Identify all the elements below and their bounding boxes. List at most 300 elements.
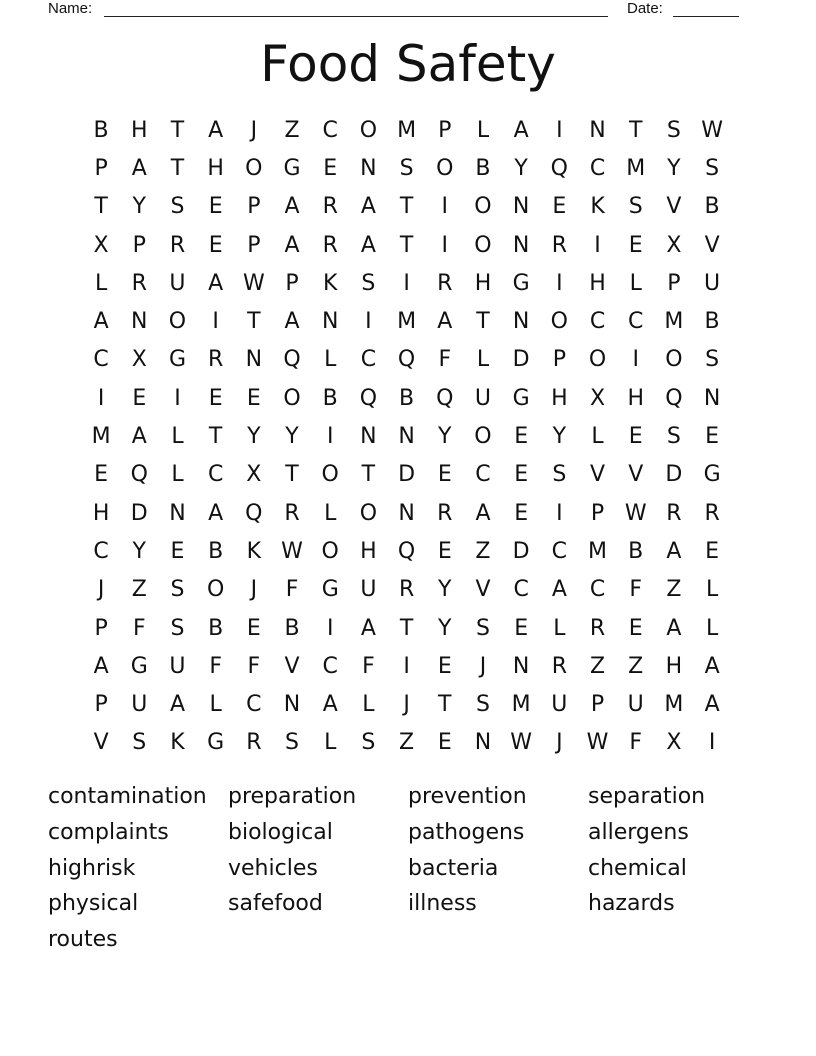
grid-letter: A (131, 424, 147, 450)
grid-letter: O (550, 309, 568, 335)
grid-letter: H (131, 117, 148, 143)
grid-letter: P (247, 232, 261, 258)
grid-letter: E (437, 653, 452, 679)
grid-letter: R (322, 194, 338, 220)
grid-letter: N (360, 155, 377, 181)
grid-letter: R (246, 730, 262, 756)
grid-letter: T (361, 462, 376, 488)
grid-letter: X (131, 347, 147, 373)
grid-letter: O (474, 194, 492, 220)
grid-letter: F (362, 653, 375, 679)
grid-letter: O (321, 538, 339, 564)
grid-letter: U (169, 270, 186, 296)
grid-letter: X (246, 462, 262, 488)
grid-letter: V (93, 730, 109, 756)
grid-letter: P (438, 117, 452, 143)
grid-letter: A (704, 653, 720, 679)
grid-letter: Q (665, 385, 683, 411)
grid-letter: Z (284, 117, 300, 143)
grid-letter: L (324, 347, 337, 373)
grid-letter: R (131, 270, 147, 296)
grid-letter: B (208, 615, 224, 641)
grid-letter: T (476, 309, 490, 335)
grid-row (82, 111, 732, 149)
grid-letter: W (510, 730, 533, 756)
grid-letter: A (322, 692, 338, 718)
grid-letter: A (284, 309, 300, 335)
grid-letter: E (246, 615, 261, 641)
grid-letter: R (551, 653, 567, 679)
grid-letter: Q (436, 385, 454, 411)
grid-row (82, 226, 732, 264)
grid-letter: M (397, 117, 417, 143)
grid-letter: P (552, 347, 566, 373)
grid-letter: K (590, 194, 605, 220)
grid-letter: B (322, 385, 338, 411)
grid-letter: O (359, 117, 378, 143)
word-bank-item: physical (48, 891, 139, 917)
grid-letter: P (667, 270, 681, 296)
grid-letter: S (170, 615, 185, 641)
grid-letter: J (97, 577, 105, 603)
grid-letter: L (591, 424, 604, 450)
grid-letter: R (437, 500, 453, 526)
grid-letter: S (666, 424, 681, 450)
grid-letter: U (131, 692, 148, 718)
grid-letter: N (474, 730, 492, 756)
grid-letter: E (552, 194, 567, 220)
grid-letter: W (242, 270, 265, 296)
word-bank-item: routes (48, 927, 118, 953)
grid-letter: X (666, 232, 682, 258)
grid-letter: L (362, 692, 375, 718)
grid-letter: C (513, 577, 529, 603)
grid-letter: R (704, 500, 720, 526)
grid-letter: T (399, 615, 414, 641)
word-bank-item: preparation (228, 784, 357, 809)
grid-letter: Y (667, 155, 681, 181)
grid-letter: Z (666, 577, 682, 603)
grid-letter: O (321, 462, 339, 488)
grid-letter: A (360, 615, 376, 641)
grid-letter: P (590, 692, 605, 718)
grid-letter: I (326, 424, 334, 450)
word-bank-item: illness (408, 891, 477, 917)
grid-letter: D (398, 462, 416, 488)
grid-letter: S (399, 155, 414, 181)
grid-letter: I (632, 347, 639, 373)
grid-letter: L (476, 347, 490, 373)
grid-letter: I (708, 730, 716, 756)
grid-letter: G (512, 385, 530, 411)
grid-letter: P (285, 270, 299, 296)
grid-row (82, 264, 732, 302)
grid-letter: D (512, 347, 530, 373)
grid-letter: D (512, 538, 530, 564)
grid-letter: T (438, 692, 452, 718)
grid-letter: L (324, 500, 337, 526)
grid-letter: D (130, 500, 148, 526)
grid-row (82, 188, 732, 226)
grid-letter: H (92, 500, 110, 526)
grid-letter: O (168, 309, 187, 335)
grid-letter: R (284, 500, 300, 526)
grid-letter: U (474, 385, 492, 411)
grid-letter: M (664, 692, 684, 718)
word-search-grid (82, 111, 732, 762)
word-bank-item: separation (588, 784, 706, 809)
grid-letter: N (245, 347, 263, 373)
grid-letter: G (321, 577, 339, 603)
grid-letter: P (590, 500, 605, 526)
grid-letter: H (207, 155, 224, 181)
grid-letter: T (285, 462, 299, 488)
grid-letter: B (284, 615, 300, 641)
grid-letter: Q (397, 538, 416, 564)
grid-letter: U (704, 270, 721, 296)
grid-letter: R (666, 500, 682, 526)
grid-letter: A (360, 194, 376, 220)
grid-letter: X (93, 232, 109, 258)
grid-letter: J (250, 577, 258, 603)
grid-letter: V (628, 462, 644, 488)
grid-letter: D (665, 462, 683, 488)
grid-letter: N (283, 692, 301, 718)
grid-letter: I (174, 385, 181, 411)
grid-letter: C (93, 538, 109, 564)
grid-letter: E (705, 424, 720, 450)
grid-letter: B (704, 194, 720, 220)
grid-letter: E (208, 232, 223, 258)
grid-letter: L (553, 615, 566, 641)
grid-letter: E (94, 462, 109, 488)
grid-letter: R (208, 347, 224, 373)
grid-letter: I (594, 232, 601, 258)
grid-letter: W (624, 500, 647, 526)
grid-letter: S (705, 347, 720, 373)
grid-letter: N (360, 424, 377, 450)
grid-letter: L (94, 270, 108, 296)
grid-letter: N (589, 117, 606, 143)
grid-letter: C (475, 462, 491, 488)
grid-letter: N (321, 309, 339, 335)
grid-letter: H (551, 385, 568, 411)
grid-letter: Y (132, 194, 146, 220)
name-label: Name: (48, 0, 93, 17)
word-bank-item: safefood (228, 891, 323, 917)
grid-letter: M (588, 538, 608, 564)
grid-letter: G (207, 730, 225, 756)
grid-letter: F (629, 730, 643, 756)
grid-letter: I (97, 385, 105, 411)
grid-letter: S (628, 194, 643, 220)
grid-letter: N (131, 309, 148, 335)
grid-letter: M (397, 309, 417, 335)
grid-letter: G (130, 653, 148, 679)
grid-letter: A (704, 692, 720, 718)
grid-letter: C (360, 347, 377, 373)
grid-letter: Y (438, 615, 452, 641)
grid-letter: A (666, 615, 682, 641)
grid-letter: E (323, 155, 338, 181)
grid-letter: Z (399, 730, 415, 756)
grid-letter: T (628, 117, 643, 143)
grid-letter: K (246, 538, 262, 564)
grid-letter: E (132, 385, 147, 411)
grid-letter: S (361, 730, 376, 756)
word-bank-item: hazards (588, 891, 675, 917)
grid-letter: O (474, 424, 492, 450)
grid-letter: Y (438, 577, 452, 603)
grid-letter: A (208, 270, 224, 296)
date-label: Date: (627, 0, 663, 17)
grid-letter: T (399, 194, 414, 220)
grid-letter: C (93, 347, 109, 373)
grid-letter: B (704, 309, 720, 335)
grid-letter: R (437, 270, 453, 296)
grid-letter: P (94, 615, 108, 641)
grid-letter: B (399, 385, 415, 411)
grid-letter: P (94, 692, 108, 718)
grid-letter: A (93, 653, 109, 679)
grid-letter: C (322, 653, 338, 679)
grid-letter: E (628, 232, 643, 258)
grid-row (82, 417, 732, 455)
grid-letter: F (629, 577, 643, 603)
grid-row (82, 532, 732, 570)
word-bank-item: allergens (588, 819, 689, 845)
grid-letter: Q (130, 462, 148, 488)
grid-letter: S (170, 194, 185, 220)
grid-letter: C (589, 309, 606, 335)
grid-letter: I (403, 653, 410, 679)
grid-letter: L (476, 117, 490, 143)
grid-letter: T (170, 155, 185, 181)
grid-letter: H (627, 385, 644, 411)
grid-letter: T (94, 194, 108, 220)
grid-letter: X (589, 385, 606, 411)
grid-letter: E (208, 194, 223, 220)
grid-letter: W (701, 117, 723, 143)
grid-letter: T (399, 232, 414, 258)
grid-letter: S (475, 692, 490, 718)
grid-letter: V (475, 577, 491, 603)
grid-letter: I (403, 270, 410, 296)
grid-letter: W (586, 730, 609, 756)
grid-row (82, 647, 732, 685)
grid-letter: A (360, 232, 376, 258)
grid-row (82, 494, 732, 532)
grid-letter: E (514, 500, 529, 526)
grid-letter: A (93, 309, 109, 335)
grid-letter: P (94, 155, 108, 181)
grid-letter: H (360, 538, 377, 564)
grid-letter: I (365, 309, 372, 335)
grid-letter: A (284, 232, 300, 258)
grid-letter: Z (589, 653, 606, 679)
word-bank-item: complaints (48, 819, 169, 845)
grid-letter: T (208, 424, 223, 450)
grid-row (82, 456, 732, 494)
grid-letter: F (209, 653, 222, 679)
grid-letter: C (246, 692, 262, 718)
grid-letter: Y (514, 155, 528, 181)
grid-letter: F (247, 653, 261, 679)
grid-letter: H (474, 270, 492, 296)
grid-letter: E (628, 615, 643, 641)
grid-letter: J (556, 730, 563, 756)
grid-letter: J (403, 692, 410, 718)
grid-letter: O (588, 347, 607, 373)
grid-letter: K (323, 270, 338, 296)
grid-letter: O (283, 385, 301, 411)
grid-letter: O (665, 347, 683, 373)
grid-letter: C (628, 309, 644, 335)
grid-letter: S (170, 577, 185, 603)
grid-row (82, 341, 732, 379)
grid-letter: N (169, 500, 186, 526)
grid-letter: F (438, 347, 452, 373)
grid-letter: G (283, 155, 301, 181)
grid-row (82, 609, 732, 647)
grid-letter: V (284, 653, 300, 679)
grid-letter: N (398, 500, 415, 526)
grid-letter: C (207, 462, 224, 488)
grid-letter: Y (438, 424, 452, 450)
grid-letter: R (551, 232, 567, 258)
grid-letter: I (556, 500, 563, 526)
grid-letter: L (705, 577, 719, 603)
grid-letter: Y (247, 424, 261, 450)
grid-letter: I (556, 270, 563, 296)
grid-letter: H (665, 653, 683, 679)
grid-row (82, 379, 732, 417)
grid-letter: T (170, 117, 185, 143)
grid-letter: Z (131, 577, 147, 603)
grid-letter: Z (628, 653, 644, 679)
grid-letter: E (208, 385, 223, 411)
grid-letter: A (513, 117, 529, 143)
grid-letter: J (250, 117, 258, 143)
grid-letter: M (91, 424, 111, 450)
grid-letter: E (170, 538, 185, 564)
grid-letter: A (475, 500, 491, 526)
grid-letter: E (514, 424, 529, 450)
grid-letter: M (664, 309, 684, 335)
grid-letter: S (666, 117, 681, 143)
grid-letter: O (474, 232, 492, 258)
grid-letter: V (666, 194, 682, 220)
grid-letter: F (285, 577, 299, 603)
grid-letter: U (169, 653, 186, 679)
grid-letter: K (170, 730, 185, 756)
grid-letter: Z (475, 538, 491, 564)
word-bank-item: highrisk (48, 855, 136, 881)
grid-letter: Y (552, 424, 567, 450)
grid-letter: R (589, 615, 606, 641)
grid-letter: G (512, 270, 530, 296)
grid-letter: U (551, 692, 568, 718)
grid-letter: E (705, 538, 720, 564)
grid-letter: E (514, 462, 529, 488)
grid-letter: E (437, 730, 452, 756)
date-blank-line (673, 16, 739, 17)
grid-letter: U (627, 692, 644, 718)
page-title: Food Safety (260, 35, 556, 93)
grid-letter: L (705, 615, 719, 641)
grid-letter: V (704, 232, 720, 258)
grid-letter: X (666, 730, 682, 756)
grid-letter: L (629, 270, 642, 296)
grid-row (82, 302, 732, 340)
grid-letter: L (209, 692, 222, 718)
grid-letter: R (322, 232, 338, 258)
grid-letter: A (208, 500, 224, 526)
grid-letter: O (359, 500, 378, 526)
grid-letter: N (398, 424, 415, 450)
grid-row (82, 149, 732, 187)
grid-letter: G (168, 347, 186, 373)
grid-letter: B (628, 538, 644, 564)
word-bank-item: chemical (588, 855, 687, 881)
grid-letter: A (551, 577, 567, 603)
grid-letter: N (512, 194, 530, 220)
grid-letter: R (169, 232, 186, 258)
grid-row (82, 724, 732, 762)
grid-letter: T (247, 309, 261, 335)
grid-letter: M (626, 155, 646, 181)
grid-letter: Q (283, 347, 301, 373)
grid-letter: V (590, 462, 606, 488)
grid-letter: S (132, 730, 147, 756)
grid-letter: P (247, 194, 261, 220)
grid-letter: E (437, 462, 452, 488)
grid-letter: B (208, 538, 224, 564)
grid-letter: S (361, 270, 376, 296)
word-bank-item: vehicles (228, 855, 318, 881)
grid-letter: J (479, 653, 487, 679)
grid-letter: I (441, 232, 449, 258)
grid-letter: Q (359, 385, 378, 411)
worksheet-header (48, 0, 740, 20)
grid-letter: R (398, 577, 415, 603)
grid-row (82, 571, 732, 609)
grid-letter: M (511, 692, 531, 718)
grid-letter: A (284, 194, 300, 220)
grid-letter: A (169, 692, 185, 718)
grid-letter: A (666, 538, 682, 564)
grid-letter: C (589, 155, 606, 181)
grid-letter: L (171, 462, 184, 488)
grid-letter: N (512, 309, 530, 335)
grid-letter: F (132, 615, 146, 641)
grid-letter: Q (397, 347, 416, 373)
grid-letter: S (552, 462, 567, 488)
grid-letter: S (285, 730, 300, 756)
word-bank-item: contamination (48, 784, 207, 809)
grid-letter: A (208, 117, 224, 143)
grid-letter: E (628, 424, 643, 450)
word-bank-item: prevention (408, 784, 527, 809)
grid-letter: C (551, 538, 568, 564)
name-blank-line (104, 16, 608, 17)
grid-letter: I (556, 117, 563, 143)
word-bank-item: bacteria (408, 855, 499, 881)
grid-letter: I (212, 309, 219, 335)
grid-letter: B (475, 155, 491, 181)
grid-letter: Q (245, 500, 263, 526)
grid-letter: N (703, 385, 721, 411)
